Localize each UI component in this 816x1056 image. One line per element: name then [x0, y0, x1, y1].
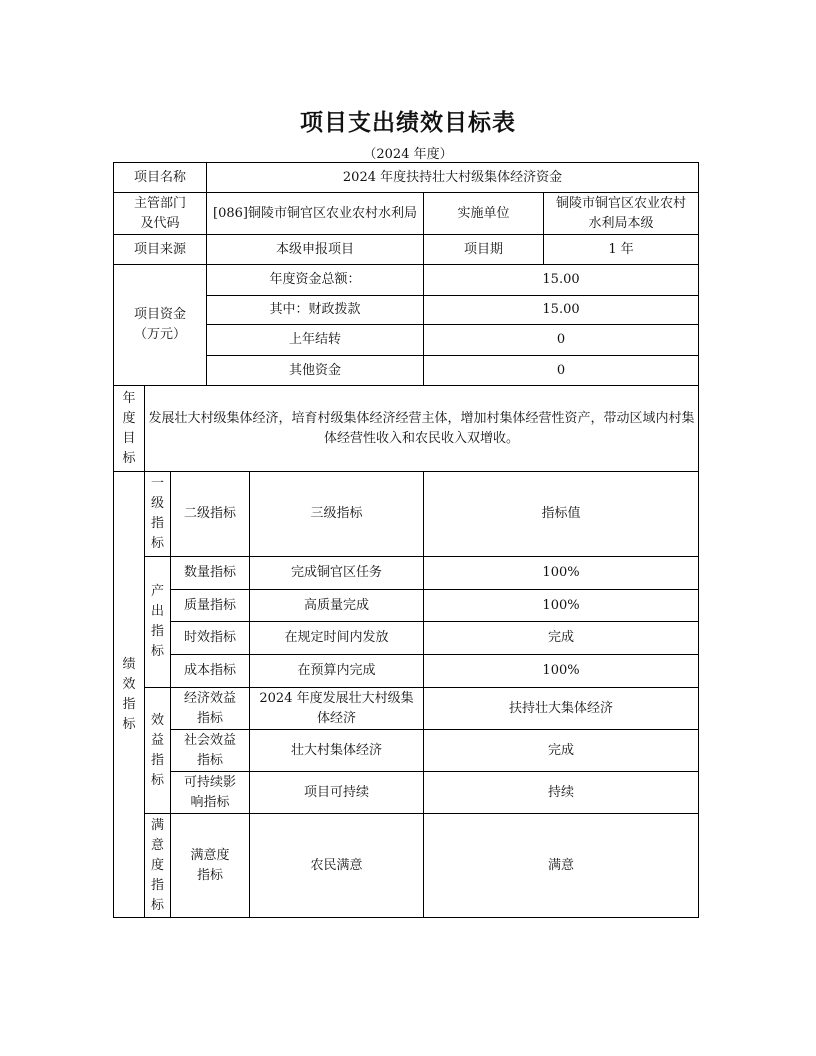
- benefit-label: 效益指标: [145, 688, 171, 814]
- goal-text: 发展壮大村级集体经济，培育村级集体经济经营主体，增加村集体经营性资产，带动区域内村集体经营性收入和农民收入双增收。: [145, 386, 699, 472]
- funds-carryover-value: 0: [424, 325, 699, 356]
- project-name-label: 项目名称: [114, 163, 207, 193]
- impl-label: 实施单位: [424, 193, 544, 235]
- row-benefit-economic: [114, 688, 699, 730]
- row-output-timeliness: [114, 622, 699, 655]
- output-l3-2: 在规定时间内发放: [250, 622, 424, 655]
- benefit-val-0: 扶持壮大集体经济: [424, 688, 699, 730]
- source-label: 项目来源: [114, 235, 207, 265]
- funds-carryover-label: 上年结转: [207, 325, 424, 356]
- header-level1: 一级指标: [145, 472, 171, 557]
- funds-label: 项目资金（万元）: [114, 265, 207, 386]
- funds-other-label: 其他资金: [207, 356, 424, 386]
- impl-value: 铜陵市铜官区农业农村水利局本级: [544, 193, 699, 235]
- goal-label: 年度目标: [114, 386, 145, 472]
- header-level3: 三级指标: [250, 472, 424, 557]
- row-funds-total: [114, 265, 699, 296]
- period-label: 项目期: [424, 235, 544, 265]
- satisfaction-l3-0: 农民满意: [250, 814, 424, 918]
- output-label: 产出指标: [145, 557, 171, 688]
- row-perf-header: [114, 472, 699, 557]
- output-val-0: 100%: [424, 557, 699, 590]
- output-val-1: 100%: [424, 590, 699, 622]
- row-output-quality: [114, 590, 699, 622]
- header-level2: 二级指标: [171, 472, 250, 557]
- row-department: [114, 193, 699, 235]
- dept-label: 主管部门及代码: [114, 193, 207, 235]
- funds-other-value: 0: [424, 356, 699, 386]
- benefit-l3-0: 2024 年度发展壮大村级集体经济: [250, 688, 424, 730]
- page-title: 项目支出绩效目标表: [300, 110, 516, 136]
- benefit-l2-1: 社会效益指标: [171, 730, 250, 772]
- row-source: [114, 235, 699, 265]
- benefit-l2-2: 可持续影响指标: [171, 772, 250, 814]
- satisfaction-val-0: 满意: [424, 814, 699, 918]
- row-output-cost: [114, 655, 699, 688]
- output-val-3: 100%: [424, 655, 699, 688]
- row-annual-goal: [114, 386, 699, 472]
- header-value: 指标值: [424, 472, 699, 557]
- source-value: 本级申报项目: [207, 235, 424, 265]
- funds-fiscal-label: 其中：财政拨款: [207, 296, 424, 325]
- funds-total-label: 年度资金总额：: [207, 265, 424, 296]
- output-l2-1: 质量指标: [171, 590, 250, 622]
- benefit-l2-0: 经济效益指标: [171, 688, 250, 730]
- output-l2-3: 成本指标: [171, 655, 250, 688]
- perf-label: 绩效指标: [114, 472, 145, 918]
- benefit-val-1: 完成: [424, 730, 699, 772]
- benefit-val-2: 持续: [424, 772, 699, 814]
- performance-target-table: [113, 162, 699, 918]
- benefit-l3-2: 项目可持续: [250, 772, 424, 814]
- output-l3-3: 在预算内完成: [250, 655, 424, 688]
- row-project-name: [114, 163, 699, 193]
- dept-value: [086]铜陵市铜官区农业农村水利局: [207, 193, 424, 235]
- funds-fiscal-value: 15.00: [424, 296, 699, 325]
- satisfaction-l2-0: 满意度指标: [171, 814, 250, 918]
- period-value: 1 年: [544, 235, 699, 265]
- row-benefit-social: [114, 730, 699, 772]
- row-benefit-sustainable: [114, 772, 699, 814]
- year-label: （2024 年度）: [363, 147, 453, 162]
- row-satisfaction: [114, 814, 699, 918]
- output-l3-0: 完成铜官区任务: [250, 557, 424, 590]
- output-val-2: 完成: [424, 622, 699, 655]
- output-l2-2: 时效指标: [171, 622, 250, 655]
- funds-total-value: 15.00: [424, 265, 699, 296]
- project-name-value: 2024 年度扶持壮大村级集体经济资金: [207, 163, 699, 193]
- output-l2-0: 数量指标: [171, 557, 250, 590]
- row-output-quantity: [114, 557, 699, 590]
- satisfaction-label: 满意度指标: [145, 814, 171, 918]
- benefit-l3-1: 壮大村集体经济: [250, 730, 424, 772]
- output-l3-1: 高质量完成: [250, 590, 424, 622]
